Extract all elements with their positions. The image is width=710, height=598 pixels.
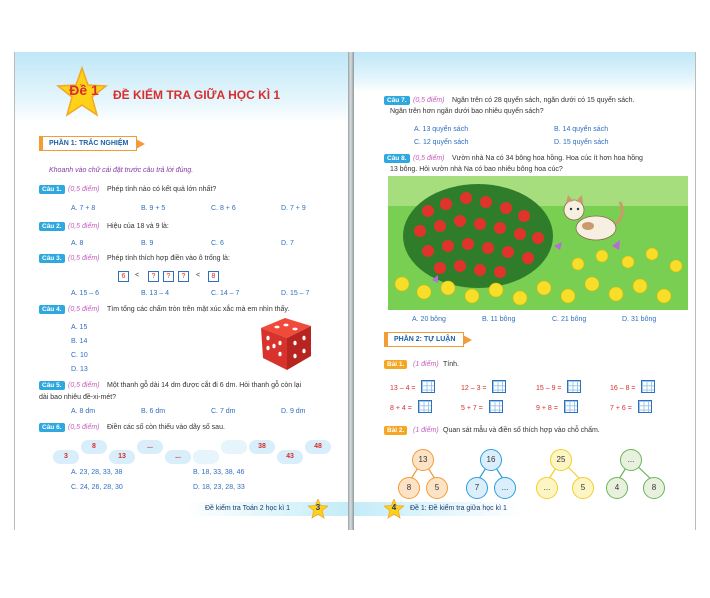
q2-option-d[interactable]: D. 7	[281, 240, 294, 247]
b2-text: Quan sát mẫu và điền số thích hợp vào chỗ chấm.	[443, 427, 600, 434]
q4-text: Tìm tổng các chấm tròn trên mặt xúc xắc mà em nhìn thấy.	[107, 306, 290, 313]
q8-option-a[interactable]: A. 20 bông	[412, 316, 446, 323]
tree-3-top: 25	[550, 449, 572, 471]
q3-option-d[interactable]: D. 15 – 7	[281, 290, 310, 297]
q2-label: Câu 2.	[39, 222, 65, 231]
page-number: 4	[391, 503, 397, 512]
instruction: Khoanh vào chữ cái đặt trước câu trả lời đúng.	[49, 167, 194, 174]
tree-2-right[interactable]: ...	[494, 477, 516, 499]
tree-4-top[interactable]: ...	[620, 449, 642, 471]
q1-option-d[interactable]: D. 7 + 9	[281, 205, 306, 212]
q6-option-a[interactable]: A. 23, 28, 33, 38	[71, 469, 123, 476]
tree-1-left: 8	[398, 477, 420, 499]
b1-expr-7: 9 + 8 =	[536, 405, 558, 412]
q5-option-c[interactable]: C. 7 dm	[211, 408, 236, 415]
q1-option-a[interactable]: A. 7 + 8	[71, 205, 96, 212]
q3-option-a[interactable]: A. 15 – 6	[71, 290, 100, 297]
q1-label: Câu 1.	[39, 185, 65, 194]
page-number: 3	[315, 503, 321, 512]
q6-option-b[interactable]: B. 18, 33, 38, 46	[193, 469, 245, 476]
q7-points: (0,5 điểm)	[413, 97, 445, 104]
b2-label: Bài 2.	[384, 426, 407, 435]
tree-1-top: 13	[412, 449, 434, 471]
q7-option-d[interactable]: D. 15 quyển sách	[554, 139, 609, 146]
sequence-cloud-2: 8	[81, 440, 107, 454]
sequence-cloud-8: 48	[305, 440, 331, 454]
q3-box-5: 8	[208, 271, 219, 282]
q2-option-c[interactable]: C. 6	[211, 240, 224, 247]
q3-option-b[interactable]: B. 13 – 4	[141, 290, 170, 297]
tree-2-left: 7	[466, 477, 488, 499]
garden-illustration	[388, 176, 688, 310]
b1-expr-5: 8 + 4 =	[390, 405, 412, 412]
sequence-cloud-gap-2	[221, 440, 247, 454]
b1-expr-2: 12 – 3 =	[461, 385, 487, 392]
tree-2-top: 16	[480, 449, 502, 471]
sequence-cloud-gap	[193, 450, 219, 464]
tree-4-left: 4	[606, 477, 628, 499]
q4-label: Câu 4.	[39, 305, 65, 314]
q7-text-line2: Ngăn trên hơn ngăn dưới bao nhiêu quyển sách?	[390, 108, 544, 115]
answer-grid[interactable]	[492, 380, 506, 393]
q2-option-a[interactable]: A. 8	[71, 240, 84, 247]
q8-text: Vườn nhà Na có 34 bông hoa hồng. Hoa cúc ít hơn hoa hồng	[452, 155, 643, 162]
left-page	[14, 52, 348, 530]
page-title: ĐỀ KIỂM TRA GIỮA HỌC KÌ 1	[113, 88, 281, 102]
q4-option-d[interactable]: D. 13	[71, 366, 88, 373]
q8-text-line2: 13 bông. Hỏi vườn nhà Na có bao nhiêu bông hoa cúc?	[390, 166, 563, 173]
page-number-badge	[308, 499, 328, 519]
sequence-cloud-6: 38	[249, 440, 275, 454]
q1-option-b[interactable]: B. 9 + 5	[141, 205, 166, 212]
q5-label: Câu 5.	[39, 381, 65, 390]
book-spread	[14, 52, 696, 530]
q5-points: (0,5 điểm)	[68, 382, 100, 389]
b1-label: Bài 1.	[384, 360, 407, 369]
q7-option-b[interactable]: B. 14 quyển sách	[554, 126, 609, 133]
q3-label: Câu 3.	[39, 254, 65, 263]
section-2-heading: PHẦN 2: TỰ LUẬN	[384, 332, 464, 347]
test-badge: Đề 1	[69, 82, 99, 98]
b1-expr-1: 13 – 4 =	[390, 385, 416, 392]
sequence-cloud-3: 13	[109, 450, 135, 464]
q1-option-c[interactable]: C. 8 + 6	[211, 205, 236, 212]
dice-icon	[255, 314, 317, 372]
q6-text: Điền các số còn thiếu vào dãy số sau.	[107, 424, 225, 431]
q5-option-a[interactable]: A. 8 dm	[71, 408, 96, 415]
sequence-cloud-5[interactable]: ...	[165, 450, 191, 464]
q3-points: (0,5 điểm)	[68, 255, 100, 262]
answer-grid[interactable]	[418, 400, 432, 413]
q7-text: Ngăn trên có 28 quyển sách, ngăn dưới có 15 quyển sách.	[452, 97, 635, 104]
q3-box-4[interactable]: ?	[178, 271, 189, 282]
q5-option-b[interactable]: B. 6 dm	[141, 408, 166, 415]
answer-grid[interactable]	[638, 400, 652, 413]
q5-option-d[interactable]: D. 9 dm	[281, 408, 306, 415]
q8-points: (0,5 điểm)	[413, 155, 445, 162]
q8-label: Câu 8.	[384, 154, 410, 163]
page-number-badge	[384, 499, 404, 519]
header-band	[354, 52, 695, 92]
b1-expr-4: 16 – 8 =	[610, 385, 636, 392]
answer-grid[interactable]	[567, 380, 581, 393]
answer-grid[interactable]	[641, 380, 655, 393]
q3-symbol-lt-2: <	[196, 272, 201, 279]
q4-option-b[interactable]: B. 14	[71, 338, 88, 345]
tree-4-right: 8	[643, 477, 665, 499]
q3-box-1: 6	[118, 271, 129, 282]
right-page	[354, 52, 696, 530]
q1-points: (0,5 điểm)	[68, 186, 100, 193]
q7-option-a[interactable]: A. 13 quyển sách	[414, 126, 469, 133]
q3-box-3[interactable]: ?	[163, 271, 174, 282]
sequence-cloud-1: 3	[53, 450, 79, 464]
sequence-cloud-7: 43	[277, 450, 303, 464]
tree-1-right: 5	[426, 477, 448, 499]
q5-text-line2: dài bao nhiêu đề-xi-mét?	[39, 394, 117, 401]
rose-garden-image	[388, 176, 688, 310]
q6-points: (0,5 điểm)	[68, 424, 100, 431]
section-1-heading: PHẦN 1: TRẮC NGHIỆM	[39, 136, 137, 151]
q6-label: Câu 6.	[39, 423, 65, 432]
answer-grid[interactable]	[421, 380, 435, 393]
sequence-cloud-4[interactable]: ...	[137, 440, 163, 454]
q3-text: Phép tính thích hợp điền vào ô trống là:	[107, 255, 230, 262]
b1-expr-6: 5 + 7 =	[461, 405, 483, 412]
q1-text: Phép tính nào có kết quả lớn nhất?	[107, 186, 217, 193]
q8-option-c[interactable]: C. 21 bông	[552, 316, 587, 323]
q8-option-b[interactable]: B. 11 bông	[482, 316, 516, 323]
b1-text: Tính.	[443, 361, 459, 368]
q4-option-a[interactable]: A. 15	[71, 324, 88, 331]
b1-expr-8: 7 + 6 =	[610, 405, 632, 412]
q3-symbol-lt-1: <	[135, 272, 140, 279]
q7-option-c[interactable]: C. 12 quyển sách	[414, 139, 469, 146]
q3-option-c[interactable]: C. 14 – 7	[211, 290, 240, 297]
footer-text: Đề kiểm tra Toán 2 học kì 1	[205, 505, 291, 512]
answer-grid[interactable]	[564, 400, 578, 413]
q2-option-b[interactable]: B. 9	[141, 240, 154, 247]
tree-3-left[interactable]: ...	[536, 477, 558, 499]
tree-3-right: 5	[572, 477, 594, 499]
answer-grid[interactable]	[489, 400, 503, 413]
footer-text: Đề 1: Đề kiểm tra giữa học kì 1	[410, 505, 507, 512]
q2-points: (0,5 điểm)	[68, 223, 100, 230]
q6-option-c[interactable]: C. 24, 26, 28, 30	[71, 484, 123, 491]
q8-option-d[interactable]: D. 31 bông	[622, 316, 657, 323]
b2-points: (1 điểm)	[413, 427, 439, 434]
q4-option-c[interactable]: C. 10	[71, 352, 88, 359]
q6-option-d[interactable]: D. 18, 23, 28, 33	[193, 484, 245, 491]
b1-expr-3: 15 – 9 =	[536, 385, 562, 392]
q3-box-2[interactable]: ?	[148, 271, 159, 282]
q5-text: Một thanh gỗ dài 14 dm được cắt đi 6 dm. Hỏi thanh gỗ còn lại	[107, 382, 302, 389]
q2-text: Hiệu của 18 và 9 là:	[107, 223, 169, 230]
b1-points: (1 điểm)	[413, 361, 439, 368]
q4-points: (0,5 điểm)	[68, 306, 100, 313]
q7-label: Câu 7.	[384, 96, 410, 105]
